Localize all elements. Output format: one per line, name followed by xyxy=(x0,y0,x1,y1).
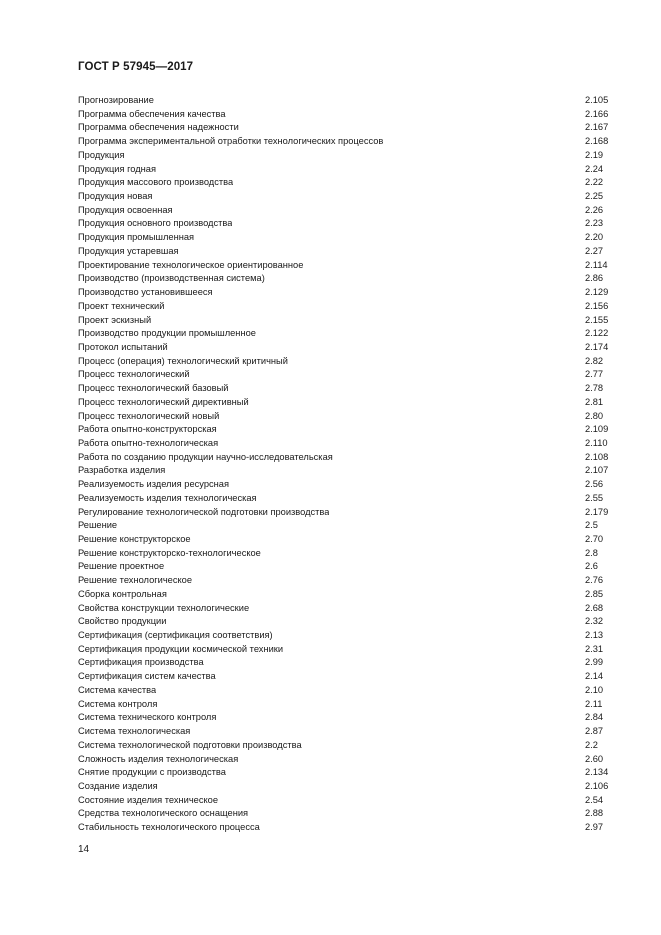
index-reference: 2.24 xyxy=(585,163,604,174)
index-entry xyxy=(78,231,613,245)
index-entry xyxy=(78,807,613,821)
index-entry xyxy=(78,176,613,190)
index-reference: 2.86 xyxy=(585,273,604,284)
index-term: Процесс (операция) технологический критичный xyxy=(78,355,288,366)
index-term: Решение конструкторско-технологическое xyxy=(78,547,261,558)
index-term: Процесс технологический базовый xyxy=(78,383,229,394)
index-term: Средства технологического оснащения xyxy=(78,808,249,819)
index-entry xyxy=(78,629,613,643)
term-index-list xyxy=(78,94,613,835)
index-entry xyxy=(78,94,613,108)
index-reference: 2.10 xyxy=(585,684,604,695)
index-term: Решение xyxy=(78,520,118,531)
index-entry xyxy=(78,451,613,465)
index-entry xyxy=(78,314,613,328)
index-entry xyxy=(78,423,613,437)
index-term: Регулирование технологической подготовки производства xyxy=(78,506,330,517)
index-term: Продукция xyxy=(78,149,125,160)
index-term: Продукция основного производства xyxy=(78,218,233,229)
index-term: Решение проектное xyxy=(78,561,165,572)
index-term: Свойство продукции xyxy=(78,616,167,627)
index-entry xyxy=(78,341,613,355)
index-entry xyxy=(78,670,613,684)
index-term: Программа обеспечения надежности xyxy=(78,122,239,133)
index-term: Система технологическая xyxy=(78,726,191,737)
index-reference: 2.2 xyxy=(585,739,598,750)
index-entry xyxy=(78,588,613,602)
index-reference: 2.174 xyxy=(585,341,609,352)
index-term: Сертификация систем качества xyxy=(78,671,216,682)
index-entry xyxy=(78,711,613,725)
index-term: Решение конструкторское xyxy=(78,534,191,544)
index-reference: 2.77 xyxy=(585,369,604,380)
index-reference: 2.85 xyxy=(585,588,604,599)
index-term: Процесс технологический директивный xyxy=(78,396,249,407)
index-term: Создание изделия xyxy=(78,780,158,791)
index-entry xyxy=(78,547,613,561)
index-term: Работа опытно-технологическая xyxy=(78,437,219,448)
index-entry xyxy=(78,506,613,520)
index-entry xyxy=(78,437,613,451)
index-term: Сложность изделия технологическая xyxy=(78,753,239,764)
index-term: Сборка контрольная xyxy=(78,588,167,599)
index-entry xyxy=(78,327,613,341)
index-reference: 2.31 xyxy=(585,643,604,654)
index-term: Продукция освоенная xyxy=(78,204,173,215)
index-reference: 2.14 xyxy=(585,671,604,682)
index-entry xyxy=(78,217,613,231)
index-term: Разработка изделия xyxy=(78,465,166,476)
index-term: Проектирование технологическое ориентированное xyxy=(78,259,304,270)
index-reference: 2.110 xyxy=(585,437,608,448)
index-reference: 2.6 xyxy=(585,561,598,572)
index-entry xyxy=(78,492,613,506)
index-entry xyxy=(78,163,613,177)
index-entry xyxy=(78,766,613,780)
index-reference: 2.134 xyxy=(585,767,609,778)
index-term: Реализуемость изделия ресурсная xyxy=(78,479,229,490)
index-reference: 2.108 xyxy=(585,451,609,462)
index-reference: 2.22 xyxy=(585,177,604,188)
index-reference: 2.8 xyxy=(585,547,598,558)
index-term: Система контроля xyxy=(78,698,158,709)
index-term: Программа обеспечения качества xyxy=(78,108,226,119)
index-term: Продукция новая xyxy=(78,191,153,202)
page-number: 14 xyxy=(78,844,90,855)
index-entry xyxy=(78,300,613,314)
index-reference: 2.107 xyxy=(585,465,609,476)
index-entry xyxy=(78,602,613,616)
index-entry xyxy=(78,698,613,712)
index-term: Производство продукции промышленное xyxy=(78,328,256,339)
index-term: Сертификация продукции космической техники xyxy=(78,643,284,654)
index-entry xyxy=(78,780,613,794)
index-reference: 2.106 xyxy=(585,780,609,791)
index-term: Стабильность технологического процесса xyxy=(78,822,260,833)
index-entry xyxy=(78,149,613,163)
index-reference: 2.105 xyxy=(585,95,609,105)
index-reference: 2.68 xyxy=(585,602,604,613)
index-reference: 2.19 xyxy=(585,149,604,160)
index-entry xyxy=(78,684,613,698)
index-term: Система качества xyxy=(78,684,157,695)
index-term: Процесс технологический xyxy=(78,369,190,380)
index-reference: 2.60 xyxy=(585,753,604,764)
index-term: Сертификация производства xyxy=(78,657,204,668)
index-entry xyxy=(78,410,613,424)
index-term: Работа опытно-конструкторская xyxy=(78,424,217,435)
index-entry xyxy=(78,245,613,259)
index-reference: 2.55 xyxy=(585,492,604,503)
index-term: Реализуемость изделия технологическая xyxy=(78,492,257,503)
index-entry xyxy=(78,615,613,629)
index-entry xyxy=(78,204,613,218)
index-entry xyxy=(78,560,613,574)
index-term: Система технологической подготовки производства xyxy=(78,739,302,750)
index-reference: 2.166 xyxy=(585,108,609,119)
index-reference: 2.13 xyxy=(585,630,604,641)
index-entry xyxy=(78,286,613,300)
index-reference: 2.167 xyxy=(585,122,609,133)
index-reference: 2.27 xyxy=(585,245,604,256)
index-entry xyxy=(78,574,613,588)
index-entry xyxy=(78,753,613,767)
index-term: Свойства конструкции технологические xyxy=(78,602,250,613)
index-term: Продукция массового производства xyxy=(78,177,234,188)
index-entry xyxy=(78,396,613,410)
index-entry xyxy=(78,739,613,753)
index-reference: 2.97 xyxy=(585,822,604,833)
index-reference: 2.155 xyxy=(585,314,609,325)
index-term: Продукция промышленная xyxy=(78,232,195,243)
index-reference: 2.54 xyxy=(585,794,604,805)
index-term: Программа экспериментальной отработки технологических процессов xyxy=(78,136,384,147)
index-entry xyxy=(78,108,613,122)
index-entry xyxy=(78,643,613,657)
index-reference: 2.84 xyxy=(585,712,604,723)
index-reference: 2.20 xyxy=(585,232,604,243)
index-term: Прогнозирование xyxy=(78,95,154,105)
index-reference: 2.81 xyxy=(585,396,604,407)
index-entry xyxy=(78,272,613,286)
index-term: Продукция годная xyxy=(78,163,157,174)
index-term: Работа по созданию продукции научно-исследовательская xyxy=(78,451,333,462)
index-reference: 2.70 xyxy=(585,534,604,544)
index-entry xyxy=(78,190,613,204)
index-reference: 2.179 xyxy=(585,506,609,517)
index-reference: 2.80 xyxy=(585,410,604,421)
index-term: Решение технологическое xyxy=(78,575,193,586)
index-reference: 2.114 xyxy=(585,259,608,270)
index-entry xyxy=(78,794,613,808)
index-term: Процесс технологический новый xyxy=(78,410,220,421)
index-entry xyxy=(78,821,613,835)
index-entry xyxy=(78,464,613,478)
index-reference: 2.78 xyxy=(585,383,604,394)
index-reference: 2.156 xyxy=(585,300,609,311)
index-term: Протокол испытаний xyxy=(78,341,168,352)
index-entry xyxy=(78,382,613,396)
index-reference: 2.168 xyxy=(585,136,609,147)
index-reference: 2.5 xyxy=(585,520,598,531)
index-reference: 2.56 xyxy=(585,479,604,490)
index-reference: 2.26 xyxy=(585,204,604,215)
index-term: Система технического контроля xyxy=(78,712,217,723)
index-entry xyxy=(78,121,613,135)
index-reference: 2.87 xyxy=(585,726,604,737)
index-reference: 2.82 xyxy=(585,355,604,366)
index-reference: 2.109 xyxy=(585,424,609,435)
index-reference: 2.32 xyxy=(585,616,604,627)
index-reference: 2.129 xyxy=(585,287,609,298)
index-term: Состояние изделия техническое xyxy=(78,794,219,805)
index-term: Производство установившееся xyxy=(78,287,213,298)
index-term: Проект эскизный xyxy=(78,314,152,325)
index-entry xyxy=(78,135,613,149)
index-entry xyxy=(78,519,613,533)
index-entry xyxy=(78,355,613,369)
index-entry xyxy=(78,478,613,492)
index-term: Проект технический xyxy=(78,300,165,311)
index-term: Продукция устаревшая xyxy=(78,245,179,256)
index-entry xyxy=(78,725,613,739)
index-reference: 2.11 xyxy=(585,698,603,709)
index-reference: 2.76 xyxy=(585,575,604,586)
index-reference: 2.88 xyxy=(585,808,604,819)
index-entry xyxy=(78,533,613,547)
index-term: Снятие продукции с производства xyxy=(78,767,226,778)
index-reference: 2.122 xyxy=(585,328,609,339)
index-entry xyxy=(78,368,613,382)
index-reference: 2.23 xyxy=(585,218,604,229)
document-header: ГОСТ Р 57945—2017 xyxy=(78,61,194,73)
index-entry xyxy=(78,259,613,273)
index-reference: 2.25 xyxy=(585,191,604,202)
index-term: Сертификация (сертификация соответствия) xyxy=(78,630,273,641)
index-reference: 2.99 xyxy=(585,657,604,668)
index-entry xyxy=(78,656,613,670)
index-term: Производство (производственная система) xyxy=(78,273,265,284)
